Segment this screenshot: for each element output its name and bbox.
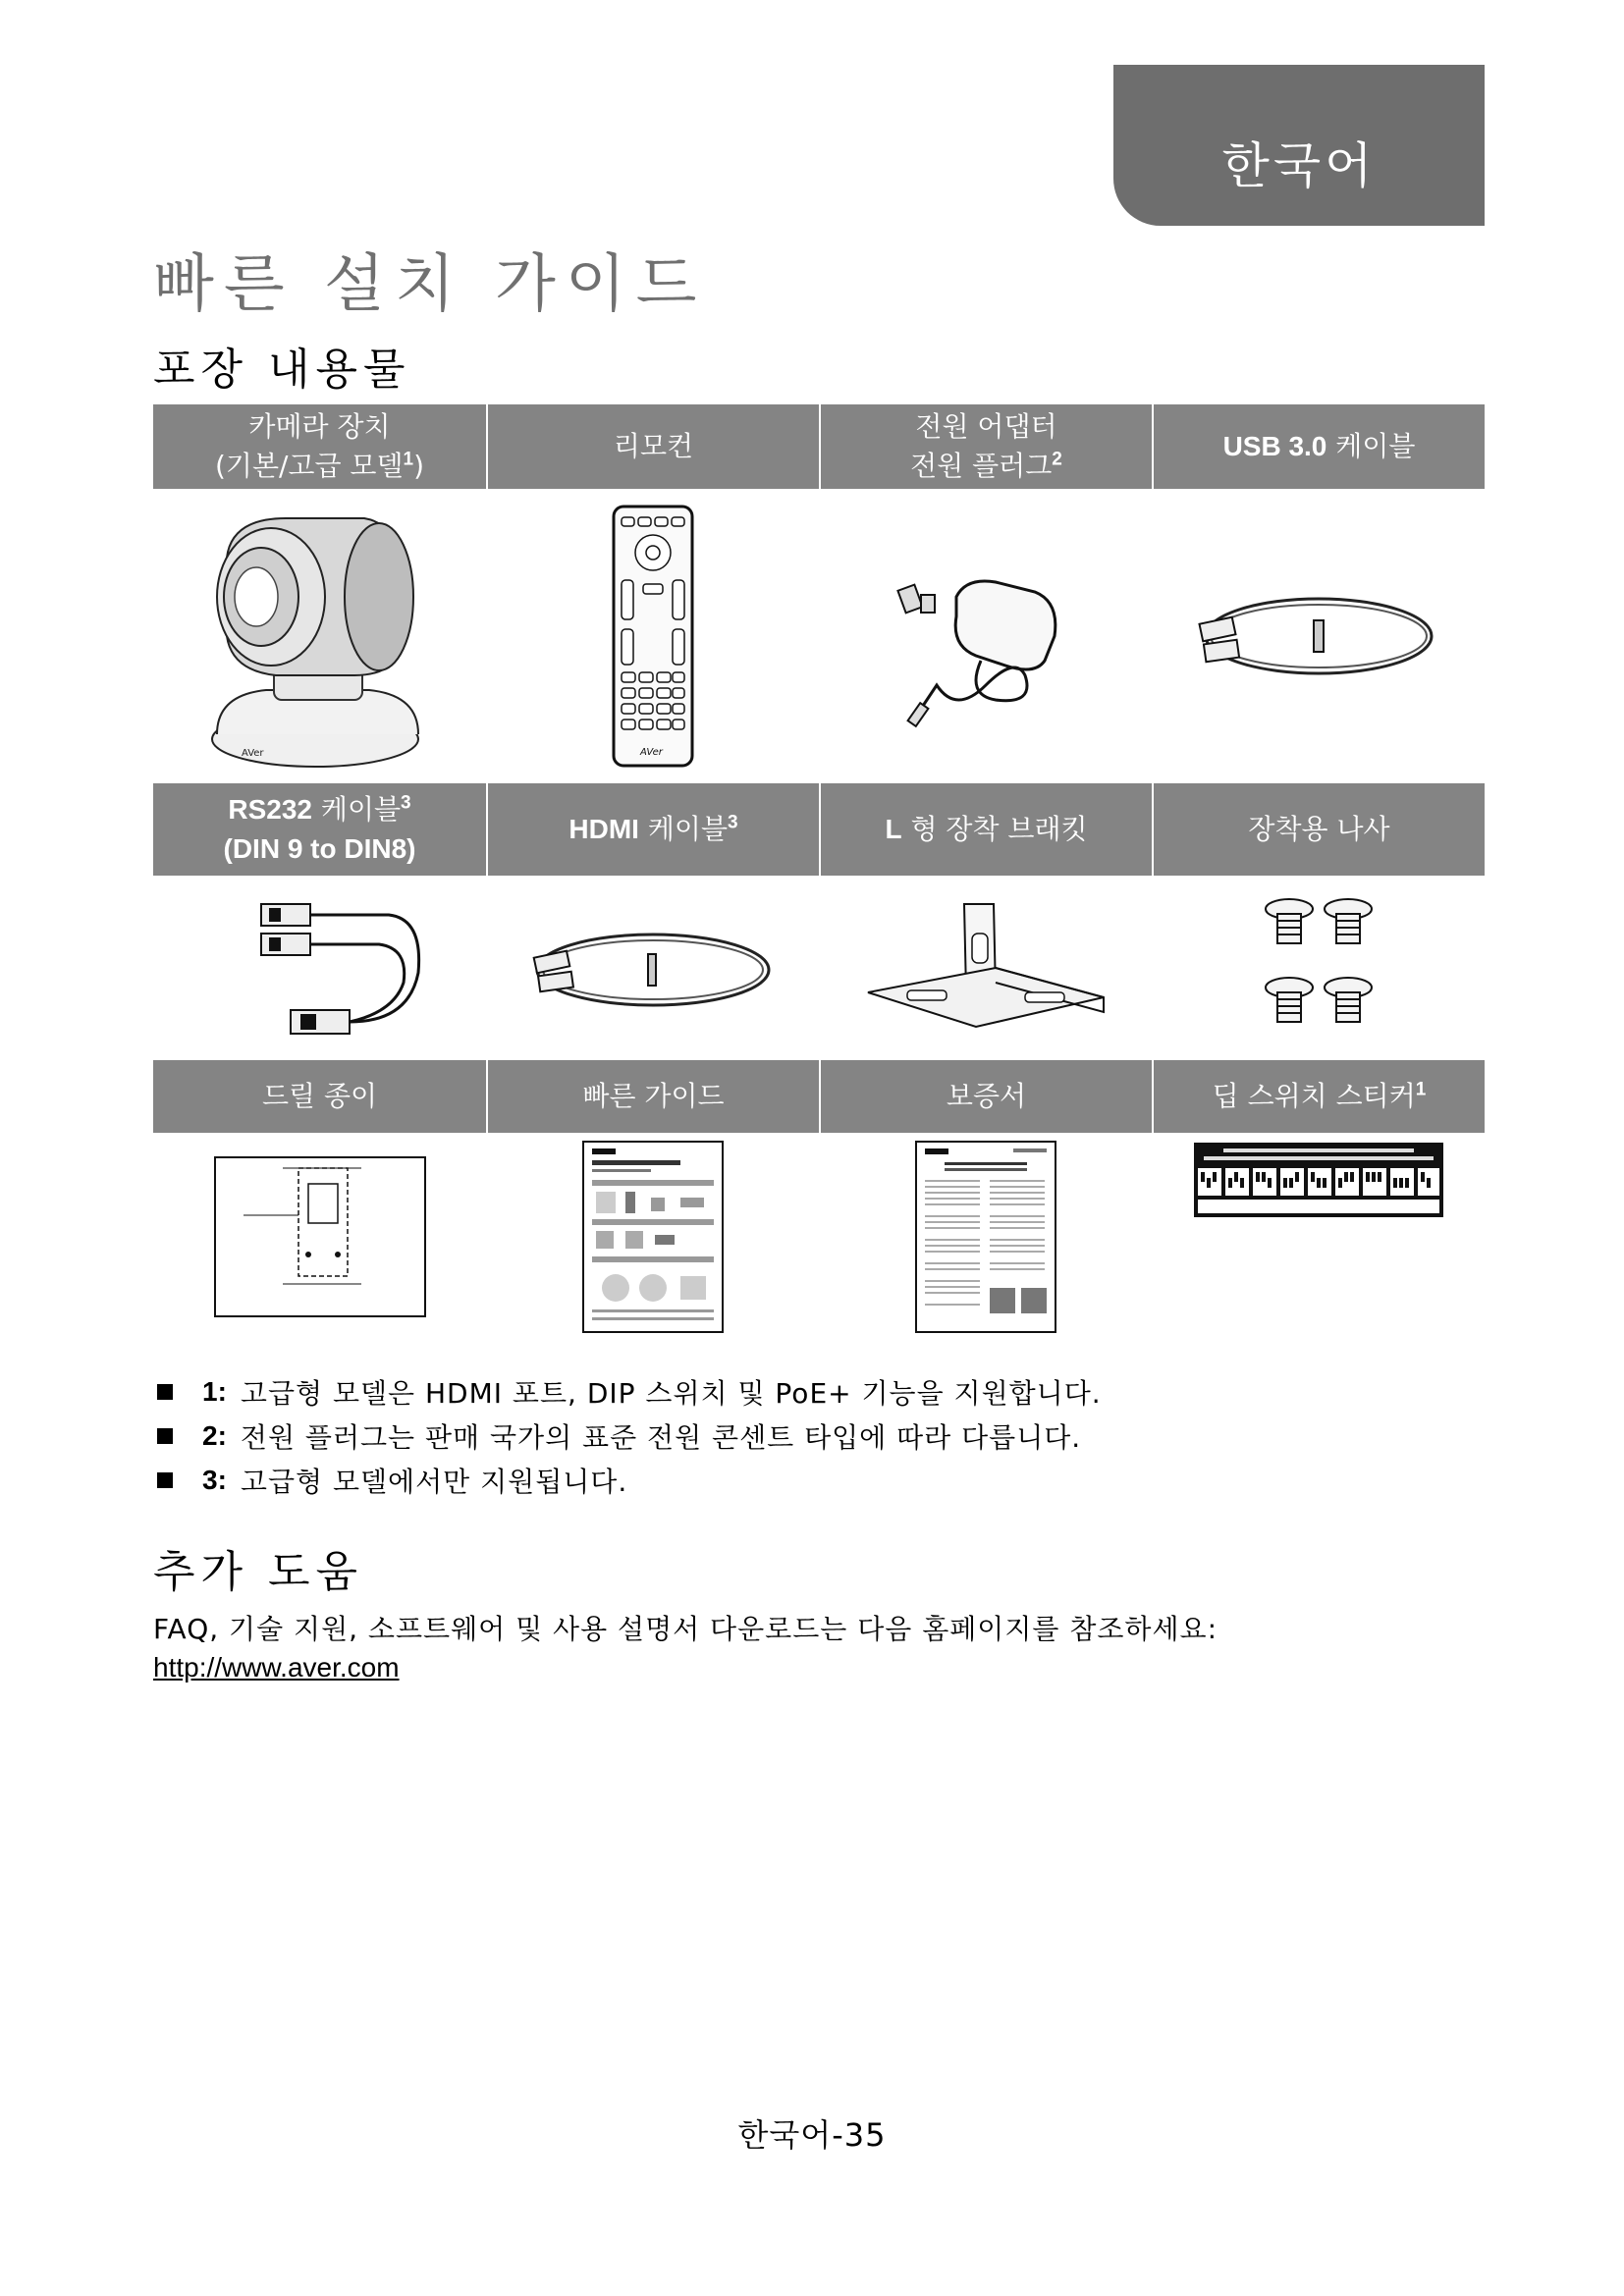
header-dip-switch-sticker [1152,1060,1485,1133]
package-header-row-2 [153,783,1485,876]
header-l-bracket [819,783,1152,876]
header-text: (기본/고급 모델 [214,450,404,482]
aver-website-link[interactable]: http://www.aver.com [153,1652,400,1682]
page-number: 한국어-35 [737,2116,887,2154]
header-text: 케이블 [638,813,728,845]
header-hdmi-cable [486,783,819,876]
document-title: 빠른 설치 가이드 [153,248,707,321]
package-image-row-2 [153,876,1485,1060]
footnotes-list [157,1369,1102,1502]
drill-paper-image [153,1133,486,1341]
footnote-text: 고급형 모델은 HDMI 포트, DIP 스위치 및 PoE+ 기능을 지원합니다. [240,1376,1102,1410]
l-bracket-image [819,876,1152,1060]
language-tab-label: 한국어 [1221,137,1377,194]
header-text: HDMI [568,814,639,844]
package-header-row-1 [153,404,1485,489]
footnote-mark: 2 [1052,449,1062,470]
header-text: 카메라 장치 [248,410,391,443]
header-text: 전원 어댑터 [915,410,1057,443]
dip-switch-sticker-image [1152,1133,1485,1341]
square-bullet-icon [157,1384,173,1400]
package-contents-heading: 포장 내용물 [153,345,411,395]
header-text: 보증서 [946,1080,1027,1112]
header-text: 전원 플러그 [910,450,1053,482]
header-text: ) [413,450,425,482]
header-rs232-cable [153,783,486,876]
footnote-item [157,1369,1102,1414]
header-usb-cable [1152,404,1485,489]
footnote-number: 3: [202,1464,227,1495]
footnote-item [157,1458,1102,1502]
package-header-row-3 [153,1060,1485,1133]
language-tab [1113,65,1485,226]
quick-guide-image [486,1133,819,1341]
square-bullet-icon [157,1428,173,1444]
footnote-mark: 3 [401,792,411,814]
square-bullet-icon [157,1472,173,1488]
header-mounting-screws [1152,783,1485,876]
header-camera-unit [153,404,486,489]
package-image-row-1 [153,489,1485,783]
usb-cable-image [1152,489,1485,783]
header-text: 형 장착 브래킷 [901,813,1088,845]
svg-text:AVer: AVer [241,748,264,759]
package-image-row-3 [153,1133,1485,1341]
footnote-text: 전원 플러그는 판매 국가의 표준 전원 콘센트 타입에 따라 다릅니다. [240,1420,1082,1454]
footnote-item [157,1414,1102,1458]
hdmi-cable-image [486,876,819,1060]
header-text: L [885,814,902,844]
header-power-adapter [819,404,1152,489]
more-help-text: FAQ, 기술 지원, 소프트웨어 및 사용 설명서 다운로드는 다음 홈페이지를 참조하세요: [153,1613,1218,1645]
svg-text:AVer: AVer [639,747,663,758]
header-text: RS232 [228,794,312,825]
footnote-mark: 3 [728,812,738,833]
power-adapter-image [819,489,1152,783]
header-text: (DIN 9 to DIN8) [223,833,416,864]
header-drill-paper [153,1060,486,1133]
header-text: 드릴 종이 [261,1080,378,1112]
remote-control-image [486,489,819,783]
header-text: 리모컨 [613,430,694,462]
footnote-text: 고급형 모델에서만 지원됩니다. [240,1465,628,1498]
warranty-image [819,1133,1152,1341]
header-text: 딥 스위치 스티커 [1212,1080,1416,1112]
footnote-mark: 1 [1415,1079,1427,1100]
camera-image [153,489,486,783]
more-help-heading: 추가 도움 [153,1547,364,1597]
header-text: 케이블 [1326,430,1416,462]
header-text: USB 3.0 [1222,431,1327,461]
footnote-number: 1: [202,1375,227,1407]
header-text: 장착용 나사 [1248,813,1390,845]
header-warranty [819,1060,1152,1133]
header-quick-guide [486,1060,819,1133]
footnote-mark: 1 [403,449,414,470]
rs232-cable-image [153,876,486,1060]
header-remote [486,404,819,489]
header-text: 케이블 [312,793,402,826]
header-text: 빠른 가이드 [582,1080,725,1112]
screws-image [1152,876,1485,1060]
footnote-number: 2: [202,1419,227,1451]
